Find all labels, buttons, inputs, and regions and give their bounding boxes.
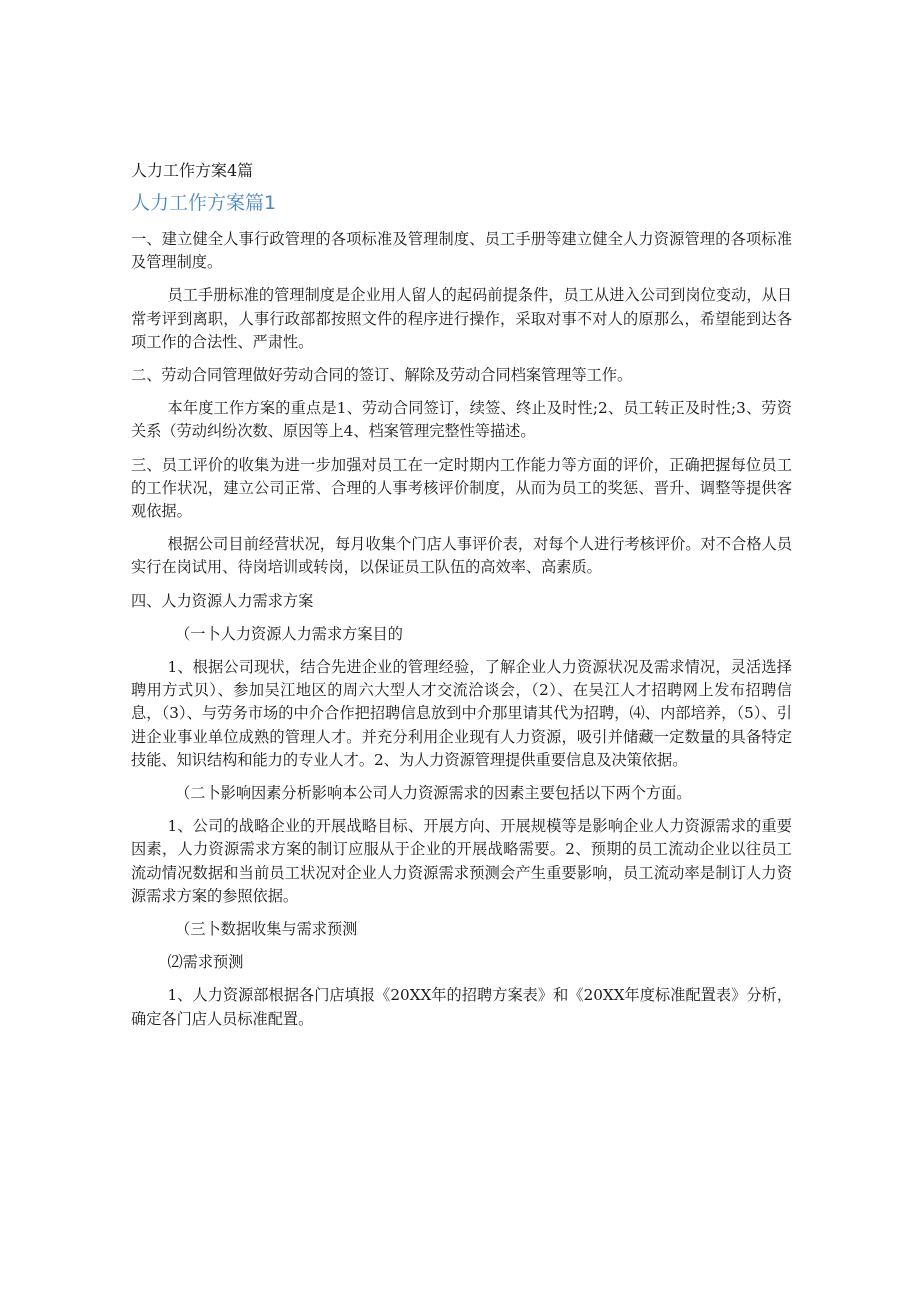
paragraph: 1、人力资源部根据各门店填报《20XX年的招聘方案表》和《20XX年度标准配置表》分析，确定各门店人员标准配置。	[131, 986, 792, 1028]
paragraph: （二卜影响因素分析影响本公司人力资源需求的因素主要包括以下两个方面。	[175, 784, 692, 803]
document-title: 人力工作方案4篇	[131, 161, 254, 180]
paragraph: 1、根据公司现状，结合先进企业的管理经验，了解企业人力资源状况及需求情况，灵活选择聘用方式贝）、参加吴江地区的周六大型人才交流洽谈会，（2）、在吴江人才招聘网上发布招聘信息，（3）、与劳务市场的中介合作把招聘信息放到中介那里请其代为招聘，⑷、内部培养，（5）、引进企业事业单位成熟的管理人才。并充分利用企业现有人力资源，吸引并储藏一定数量的具备特定技能、知识结构和能力的专业人才。2、为人力资源管理提供重要信息及决策依据。	[131, 658, 792, 769]
paragraph: ⑵需求预测	[167, 953, 244, 972]
paragraph: 根据公司目前经营状况，每月收集个门店人事评价表，对每个人进行考核评价。对不合格人员实行在岗试用、待岗培训或转岗，以保证员工队伍的高效率、高素质。	[131, 535, 792, 577]
paragraph: 1、公司的战略企业的开展战略目标、开展方向、开展规模等是影响企业人力资源需求的重要因素，人力资源需求方案的制订应服从于企业的开展战略需要。2、预期的员工流动企业以往员工流动情况数据和当前员工状况对企业人力资源需求预测会产生重要影响，员工流动率是制订人力资源需求方案的参照依据。	[131, 817, 792, 905]
paragraph: （三卜数据收集与需求预测	[175, 920, 358, 939]
paragraph: 四、人力资源人力需求方案	[131, 591, 314, 610]
paragraph: 本年度工作方案的重点是1、劳动合同签订，续签、终止及时性;2、员工转正及时性;3、劳资关系（劳动纠纷次数、原因等上4、档案管理完整性等描述。	[131, 399, 792, 441]
paragraph: 二、劳动合同管理做好劳动合同的签订、解除及劳动合同档案管理等工作。	[131, 366, 633, 385]
section-heading: 人力工作方案篇1	[131, 192, 277, 214]
paragraph: 员工手册标准的管理制度是企业用人留人的起码前提条件，员工从进入公司到岗位变动，从日常考评到离职，人事行政部都按照文件的程序进行操作，采取对事不对人的原那么，希望能到达各项工作的合法性、严肃性。	[131, 286, 792, 351]
paragraph: 三、员工评价的收集为进一步加强对员工在一定时期内工作能力等方面的评价，正确把握每位员工的工作状况，建立公司正常、合理的人事考核评价制度，从而为员工的奖惩、晋升、调整等提供客观依据。	[131, 455, 792, 521]
paragraph: 一、建立健全人事行政管理的各项标准及管理制度、员工手册等建立健全人力资源管理的各项标准及管理制度。	[131, 230, 792, 272]
paragraph: （一卜人力资源人力需求方案目的	[175, 624, 403, 643]
